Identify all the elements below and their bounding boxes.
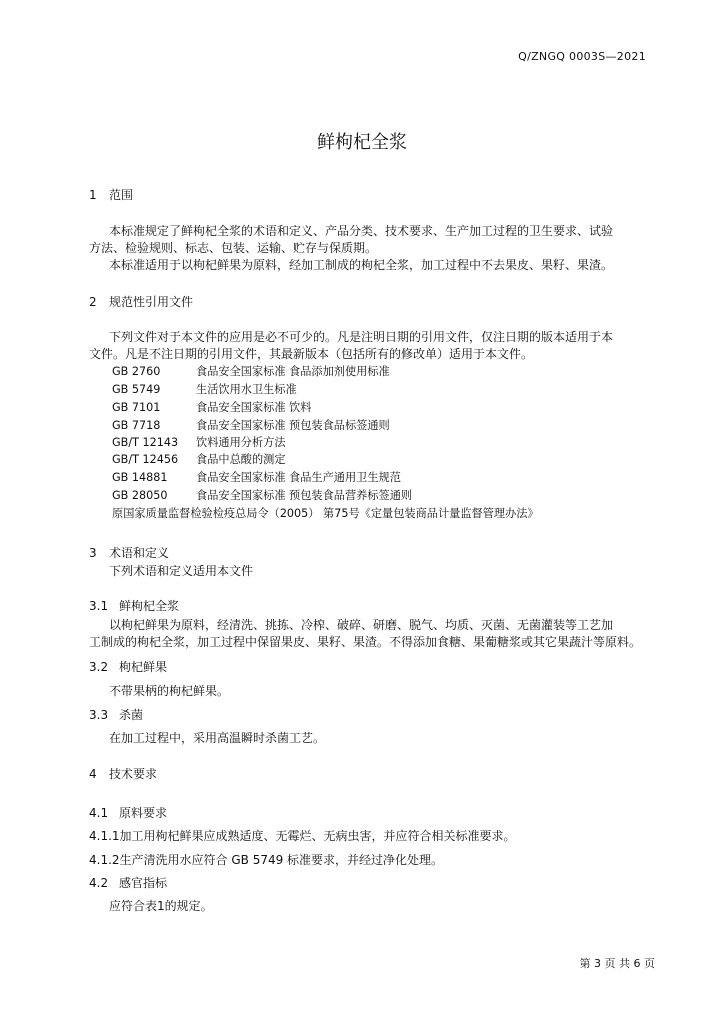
reference-title: 食品中总酸的测定 bbox=[196, 453, 286, 466]
term-3-3-definition: 在加工过程中，采用高温瞬时杀菌工艺。 bbox=[109, 731, 326, 745]
scope-paragraph-2: 本标准适用于以枸杞鲜果为原料，经加工制成的枸杞全浆，加工过程中不去果皮、果籽、果渣。 bbox=[109, 258, 614, 272]
term-3-3-heading bbox=[89, 706, 143, 723]
reference-code: GB/T 12456 bbox=[112, 453, 179, 466]
section-number: 4 bbox=[89, 767, 97, 781]
reference-item bbox=[112, 469, 401, 485]
section-title: 规范性引用文件 bbox=[109, 295, 194, 309]
clause-4-1-1: 4.1.1加工用枸杞鲜果应成熟适度、无霉烂、无病虫害，并应符合相关标准要求。 bbox=[89, 829, 516, 843]
clause-number: 3.3 bbox=[89, 708, 109, 722]
references-intro-line-2: 文件。凡是不注日期的引用文件，其最新版本（包括所有的修改单）适用于本文件。 bbox=[89, 347, 534, 361]
clause-number: 4.1 bbox=[89, 806, 109, 820]
clause-4-2-heading bbox=[89, 874, 167, 891]
section-number: 3 bbox=[89, 546, 97, 560]
section-1-heading bbox=[89, 186, 133, 203]
clause-4-1-2: 4.1.2生产清洗用水应符合 GB 5749 标准要求，并经过净化处理。 bbox=[89, 853, 444, 867]
reference-code: GB 5749 bbox=[112, 383, 161, 396]
section-3-heading bbox=[89, 544, 169, 561]
reference-code: GB 7101 bbox=[112, 401, 161, 414]
reference-code: GB 28050 bbox=[112, 489, 168, 502]
reference-title: 食品安全国家标准 预包装食品标签通则 bbox=[196, 419, 390, 432]
clause-title: 鲜枸杞全浆 bbox=[119, 599, 180, 613]
term-3-1-definition-line-2: 工制成的枸杞全浆，加工过程中保留果皮、果籽、果渣。不得添加食糖、果葡糖浆或其它果蔬汁等原料。 bbox=[89, 635, 642, 649]
term-3-2-heading bbox=[89, 658, 167, 675]
reference-title: 食品安全国家标准 预包装食品营养标签通则 bbox=[196, 489, 413, 502]
clause-number: 4.2 bbox=[89, 876, 109, 890]
section-number: 2 bbox=[89, 295, 97, 309]
clause-number: 3.1 bbox=[89, 599, 109, 613]
scope-paragraph-line-1: 本标准规定了鲜枸杞全浆的术语和定义、产品分类、技术要求、生产加工过程的卫生要求、试验 bbox=[109, 224, 614, 238]
reference-title: 饮料通用分析方法 bbox=[196, 436, 286, 449]
section-title: 技术要求 bbox=[109, 767, 158, 781]
scope-paragraph-line-2: 方法、检验规则、标志、包装、运输、贮存与保质期。 bbox=[89, 241, 378, 255]
standard-code: Q/ZNGQ 0003S—2021 bbox=[518, 50, 646, 63]
reference-title: 食品安全国家标准 饮料 bbox=[196, 401, 312, 414]
reference-title: 生活饮用水卫生标准 bbox=[196, 383, 297, 396]
clause-title: 原料要求 bbox=[119, 806, 168, 820]
reference-title: 食品安全国家标准 食品添加剂使用标准 bbox=[196, 365, 390, 378]
reference-code: GB 2760 bbox=[112, 365, 161, 378]
clause-number: 3.2 bbox=[89, 660, 109, 674]
reference-item bbox=[112, 417, 390, 433]
reference-item bbox=[112, 399, 311, 415]
clause-title: 枸杞鲜果 bbox=[119, 660, 168, 674]
reference-item bbox=[112, 487, 412, 503]
page-number: 第 3 页 共 6 页 bbox=[579, 957, 655, 970]
section-title: 术语和定义 bbox=[109, 546, 170, 560]
term-3-2-definition: 不带果柄的枸杞鲜果。 bbox=[109, 684, 230, 698]
section-number: 1 bbox=[89, 188, 97, 202]
reference-code: GB/T 12143 bbox=[112, 436, 179, 449]
reference-code: GB 14881 bbox=[112, 471, 168, 484]
terms-intro: 下列术语和定义适用本文件 bbox=[109, 564, 254, 578]
clause-4-2-text: 应符合表1的规定。 bbox=[109, 899, 213, 913]
clause-title: 杀菌 bbox=[119, 708, 144, 722]
reference-decree: 原国家质量监督检验检疫总局令（2005） 第75号《定量包装商品计量监督管理办法》 bbox=[112, 507, 539, 520]
reference-item bbox=[112, 381, 297, 397]
document-title: 鲜枸杞全浆 bbox=[317, 132, 407, 153]
reference-code: GB 7718 bbox=[112, 419, 161, 432]
section-title: 范围 bbox=[109, 188, 134, 202]
reference-item bbox=[112, 451, 286, 467]
section-2-heading bbox=[89, 293, 193, 310]
clause-4-1-heading bbox=[89, 804, 167, 821]
term-3-1-heading bbox=[89, 597, 179, 614]
reference-item bbox=[112, 363, 390, 379]
term-3-1-definition-line-1: 以枸杞鲜果为原料，经清洗、挑拣、冷榨、破碎、研磨、脱气、均质、灭菌、无菌灌装等工艺加 bbox=[109, 618, 614, 632]
reference-item bbox=[112, 434, 286, 450]
section-4-heading bbox=[89, 765, 157, 782]
clause-title: 感官指标 bbox=[119, 876, 168, 890]
reference-title: 食品安全国家标准 食品生产通用卫生规范 bbox=[196, 471, 401, 484]
references-intro-line-1: 下列文件对于本文件的应用是必不可少的。凡是注明日期的引用文件，仅注日期的版本适用于本 bbox=[109, 330, 614, 344]
